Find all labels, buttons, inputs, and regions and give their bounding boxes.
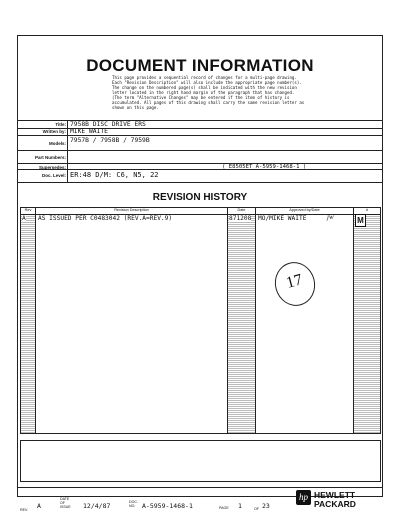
- footer-date-label: DATE OF ISSUE: [60, 497, 71, 509]
- row-rev: A: [22, 215, 26, 222]
- divider: [17, 150, 383, 151]
- header-approved: Approved by/Date: [289, 208, 320, 212]
- footer-rev-value: A: [37, 502, 41, 510]
- row-date: 871208: [229, 215, 252, 222]
- supersedes-label: Supersedes:: [38, 165, 66, 170]
- intro-paragraph: [112, 75, 305, 110]
- intro-line: (The term "Alternative Changes" may be entered if the item of history is: [112, 95, 290, 100]
- divider: [17, 169, 383, 170]
- column-divider: [227, 207, 228, 434]
- footer-rev-label: REV.: [20, 508, 29, 512]
- column-divider: [353, 207, 354, 434]
- circled-number: 17: [270, 258, 320, 311]
- supersedes-value: ( E8505ET A-5959-1468-1 ): [222, 164, 307, 170]
- title-value: 7958B DISC DRIVE ERS: [70, 121, 146, 128]
- divider: [17, 135, 383, 136]
- models-value: 7957B / 7958B / 7959B: [70, 137, 150, 144]
- rev-column-hatch: [21, 215, 35, 433]
- column-divider: [255, 207, 256, 434]
- mark-column-hatch: [353, 215, 380, 433]
- header-date: Date: [237, 208, 246, 212]
- part-numbers-label: Part Numbers:: [34, 155, 66, 160]
- footer-page-value: 1: [238, 502, 242, 510]
- intro-line: The change on the numbered page(s) shall be indicated with the new revision: [112, 85, 297, 90]
- header-mark: #: [365, 208, 369, 212]
- intro-line: accumulated. All pages of this drawing shall carry the same revision letter as: [112, 100, 305, 105]
- intro-line: This page provides a sequential record of changes for a multi-page drawing.: [112, 75, 297, 80]
- revision-history-title: REVISION HISTORY: [152, 192, 248, 203]
- notes-box: [20, 440, 381, 482]
- doc-level-value: ER:48 D/M: C6, N5, 22: [70, 171, 159, 179]
- date-column-hatch: [227, 215, 255, 433]
- intro-line: letter located in the right hand margin of the paragraph that has changed.: [112, 90, 295, 95]
- company-name: HEWLETT PACKARD: [314, 490, 356, 509]
- approved-column: [255, 215, 353, 433]
- written-by-value: MIKE WAITE: [70, 128, 108, 135]
- written-by-label: Written by:: [42, 129, 66, 134]
- revision-mark: M: [355, 214, 366, 227]
- intro-line: Each "Revision Description" will also include the appropriate page number(s).: [112, 80, 302, 85]
- footer-of-value: 23: [262, 502, 270, 510]
- intro-line: shown on this page.: [112, 105, 159, 110]
- header-rev: Rev: [24, 208, 32, 212]
- footer-page-label: PAGE: [219, 506, 229, 510]
- hp-logo-icon: hp: [296, 490, 311, 505]
- document-title: DOCUMENT INFORMATION: [86, 56, 314, 75]
- doc-level-label: Doc. Level:: [41, 173, 66, 178]
- approver-signature: jw: [327, 213, 334, 221]
- header-description: Revision Description: [114, 208, 149, 212]
- footer-of-label: OF: [254, 507, 259, 511]
- column-divider: [35, 207, 36, 434]
- footer-date-value: 12/4/87: [83, 502, 111, 510]
- footer-doc-label: DOC. NO.: [129, 500, 138, 508]
- divider: [17, 182, 383, 183]
- title-label: Title:: [55, 122, 66, 127]
- field-column-divider: [67, 120, 68, 182]
- models-label: Models:: [48, 141, 66, 146]
- row-approved: MO/MIKE WAITE: [258, 215, 307, 222]
- footer-divider: [17, 487, 383, 488]
- footer-doc-value: A-5959-1468-1: [142, 502, 193, 510]
- row-description: AS ISSUED PER C0483042 (REV.A=REV.9): [38, 215, 173, 222]
- divider: [17, 163, 383, 164]
